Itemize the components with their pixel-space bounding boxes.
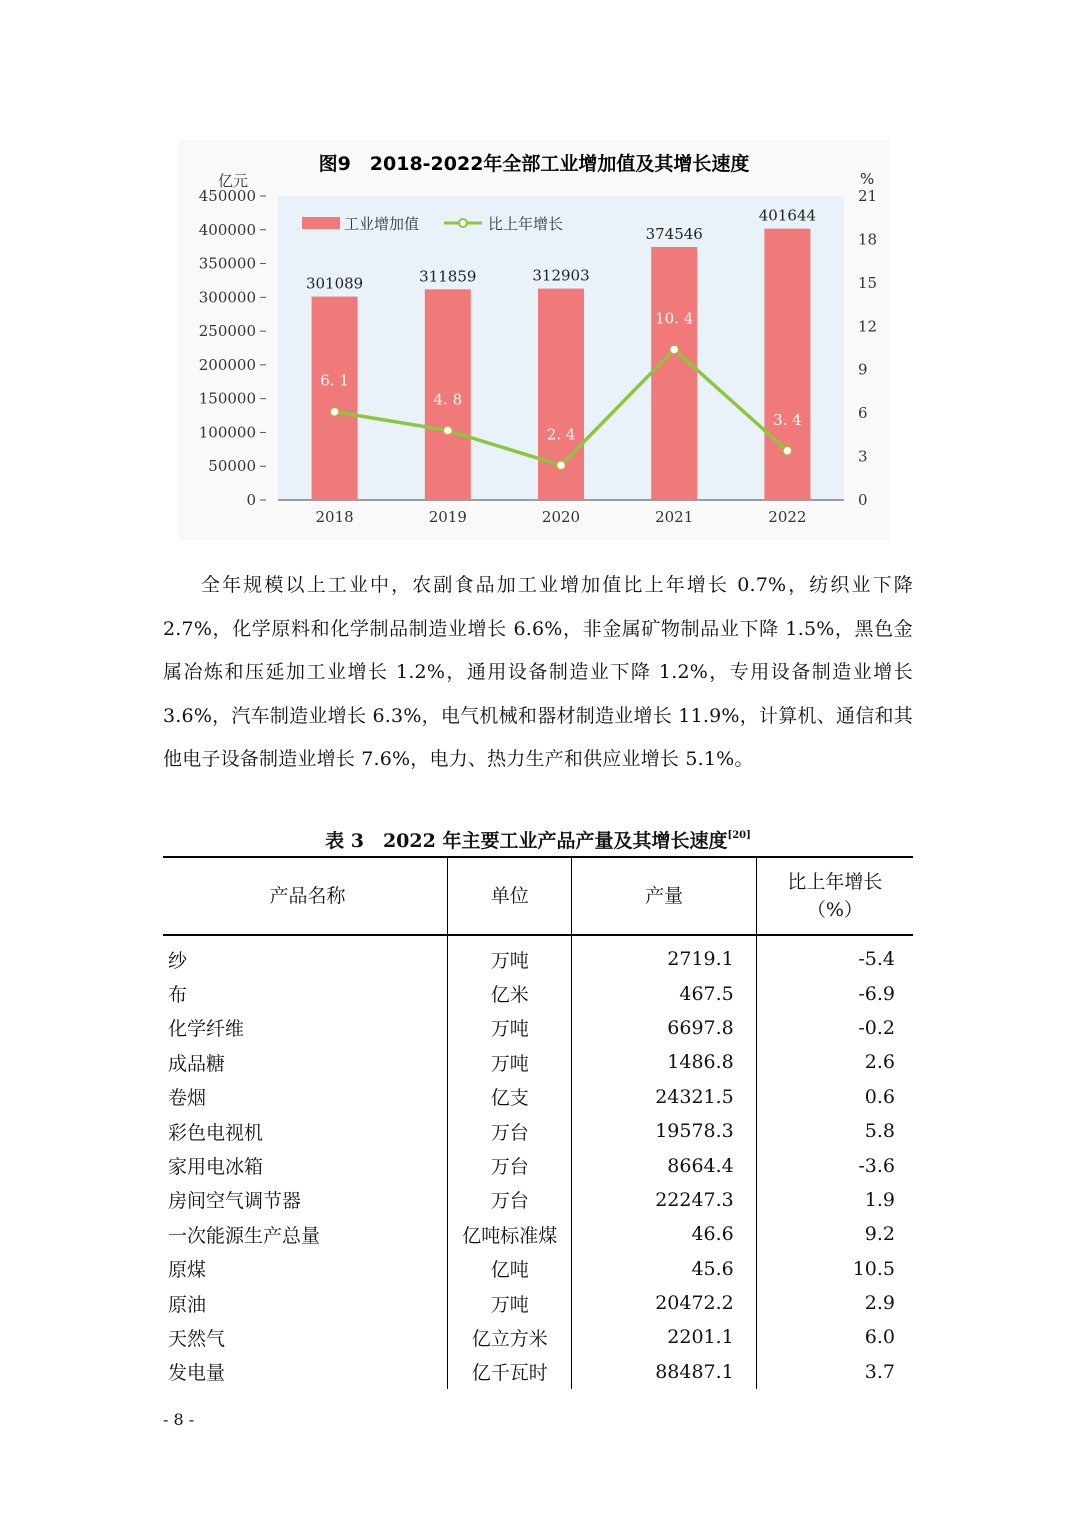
growth-value-label: 4. 8 [433,390,463,409]
legend-bar-label: 工业增加值 [344,215,420,233]
growth-point [330,407,339,416]
table-title [163,826,913,853]
legend-line-label: 比上年增长 [488,215,564,233]
cell-growth: 2.9 [756,1286,913,1320]
cell-growth: 2.6 [756,1045,913,1079]
cell-unit: 万台 [447,1148,572,1182]
cell-growth: 10.5 [756,1252,913,1286]
cell-product-name: 化学纤维 [168,1018,245,1041]
cell-growth: -0.2 [756,1011,913,1045]
cell-output: 19578.3 [572,1114,756,1148]
right-tick-label: 12 [858,317,878,336]
cell-output: 45.6 [572,1252,756,1286]
table-row [163,1011,913,1045]
bar [651,247,697,500]
cell-unit: 亿吨标准煤 [447,1217,572,1251]
cell-growth: 1.9 [756,1183,913,1217]
cell-growth: -5.4 [756,935,913,976]
cell-growth: 6.0 [756,1320,913,1354]
chart-title: 图9 2018-2022年全部工业增加值及其增长速度 [318,153,750,175]
right-tick-label: 3 [858,447,868,466]
cell-unit: 亿吨 [447,1252,572,1286]
cell-unit: 亿立方米 [447,1320,572,1354]
cell-product-name: 纱 [168,949,188,972]
growth-point [670,345,679,354]
table-row [163,1045,913,1079]
cell-output: 24321.5 [572,1080,756,1114]
cell-growth: -6.9 [756,976,913,1010]
table-title-text: 表 3 2022 年主要工业产品产量及其增长速度 [325,830,728,852]
x-tick-label: 2022 [768,508,807,526]
product-output-table [163,856,913,1389]
cell-output: 8664.4 [572,1148,756,1182]
bar-value-label: 401644 [758,206,817,225]
cell-output: 1486.8 [572,1045,756,1079]
body-paragraph: 全年规模以上工业中，农副食品加工业增加值比上年增长 0.7%，纺织业下降 2.7%，化学原料和化学制品制造业增长 6.6%，非金属矿物制品业下降 1.5%，黑色金属冶炼和压延加工业增长 1.2%，通用设备制造业下降 1.2%，专用设备制造业增长 3.6%，汽车制造业增长 6.3%，电气机械和器材制造业增长 11.9%，计算机、通信和其他电子设备制造业增长 7.6%，电力、热力生产和供应业增长 5.1%。 [163,574,913,771]
growth-value-label: 3. 4 [773,410,802,429]
growth-point [443,426,452,435]
header-growth-line1: 比上年增长 [787,871,883,893]
table-row [163,1320,913,1354]
cell-output: 22247.3 [572,1183,756,1217]
right-tick-label: 6 [858,404,868,423]
cell-product-name: 房间空气调节器 [168,1190,302,1213]
cell-unit: 万吨 [447,1286,572,1320]
table-header-row [163,857,913,935]
table-row [163,1080,913,1114]
table-row [163,1355,913,1389]
cell-output: 6697.8 [572,1011,756,1045]
cell-product-name: 布 [168,984,188,1007]
industry-value-chart [178,140,890,540]
header-unit: 单位 [447,857,572,935]
x-tick-label: 2020 [541,508,581,526]
right-axis-unit: % [860,170,875,188]
right-tick-label: 21 [858,187,878,205]
cell-unit: 万吨 [447,1045,572,1079]
growth-value-label: 10. 4 [655,309,694,328]
cell-unit: 万吨 [447,935,572,976]
cell-unit: 亿千瓦时 [447,1355,572,1389]
cell-unit: 亿支 [447,1080,572,1114]
cell-growth: -3.6 [756,1148,913,1182]
right-tick-label: 15 [858,273,878,292]
left-tick-label: 0 [246,491,256,509]
left-tick-label: 150000 [198,389,256,408]
table-row [163,1148,913,1182]
bar-value-label: 301089 [305,274,364,293]
cell-product-name: 彩色电视机 [168,1121,264,1144]
cell-product-name: 发电量 [168,1362,226,1385]
table-row [163,935,913,976]
cell-output: 88487.1 [572,1355,756,1389]
growth-point [557,461,566,470]
x-tick-label: 2018 [315,508,354,526]
left-tick-label: 100000 [198,423,256,442]
table-row [163,1252,913,1286]
cell-unit: 万台 [447,1183,572,1217]
header-growth-line2: （%） [806,899,863,921]
cell-product-name: 成品糖 [168,1052,226,1075]
cell-growth: 3.7 [756,1355,913,1389]
left-axis-unit: 亿元 [218,172,249,190]
cell-unit: 亿米 [447,976,572,1010]
right-tick-label: 0 [858,491,868,509]
header-growth [756,857,913,935]
cell-product-name: 原油 [168,1293,207,1316]
cell-product-name: 原煤 [168,1259,207,1282]
left-tick-label: 450000 [198,187,256,205]
cell-output: 46.6 [572,1217,756,1251]
table-row [163,976,913,1010]
cell-output: 20472.2 [572,1286,756,1320]
table-row [163,1286,913,1320]
growth-point [783,446,792,455]
growth-value-label: 2. 4 [546,425,576,444]
cell-growth: 5.8 [756,1114,913,1148]
header-output: 产量 [572,857,756,935]
cell-output: 2201.1 [572,1320,756,1354]
bar [312,297,358,500]
left-tick-label: 50000 [208,457,256,476]
left-tick-label: 300000 [198,288,256,307]
chart-svg [178,140,890,540]
legend-line-marker [459,219,467,227]
table-body [163,935,913,1389]
legend-bar-swatch [302,217,340,229]
cell-product-name: 一次能源生产总量 [168,1224,321,1247]
table-row [163,1217,913,1251]
x-tick-label: 2019 [428,508,467,526]
right-tick-label: 9 [858,360,868,379]
bar-value-label: 374546 [645,224,703,243]
header-product-name: 产品名称 [163,857,447,935]
cell-product-name: 天然气 [168,1327,226,1350]
table-row [163,1183,913,1217]
cell-unit: 万台 [447,1114,572,1148]
left-tick-label: 350000 [198,254,256,273]
left-tick-label: 400000 [198,220,256,239]
table-row [163,1114,913,1148]
table-footnote-ref: [20] [727,830,751,841]
cell-unit: 万吨 [447,1011,572,1045]
x-tick-label: 2021 [655,508,694,526]
left-tick-label: 250000 [198,322,256,341]
right-tick-label: 18 [858,230,878,249]
cell-output: 467.5 [572,976,756,1010]
cell-growth: 0.6 [756,1080,913,1114]
cell-product-name: 家用电冰箱 [168,1156,264,1179]
cell-growth: 9.2 [756,1217,913,1251]
cell-output: 2719.1 [572,935,756,976]
growth-value-label: 6. 1 [320,371,349,390]
left-tick-label: 200000 [198,355,256,374]
bar [764,229,810,500]
page-number: - 8 - [163,1410,195,1429]
bar-value-label: 311859 [419,267,477,286]
cell-product-name: 卷烟 [168,1087,207,1110]
bar-value-label: 312903 [532,266,590,285]
